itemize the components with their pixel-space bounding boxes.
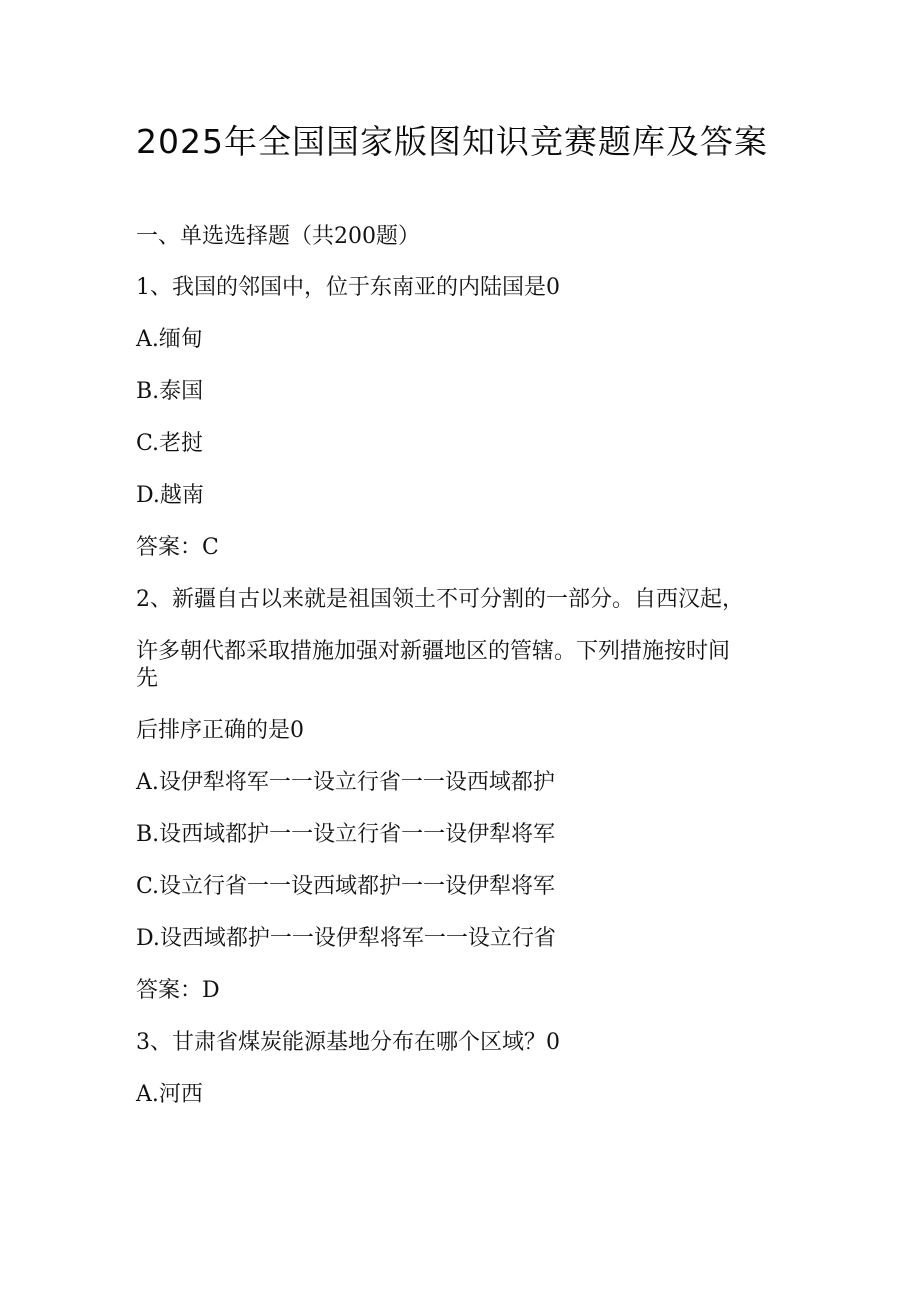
question-2-answer: 答案：D <box>136 978 220 1003</box>
question-1-stem: 1、我国的邻国中，位于东南亚的内陆国是0 <box>136 275 560 300</box>
question-2-option-b: B.设西域都护一一设立行省一一设伊犁将军 <box>136 822 556 847</box>
question-2-stem-line-4: 后排序正确的是0 <box>136 718 304 743</box>
document-title: 2025年全国国家版图知识竞赛题库及答案 <box>136 122 768 161</box>
question-2-option-d: D.设西域都护一一设伊犁将军一一设立行省 <box>136 926 556 951</box>
question-1-option-c: C.老挝 <box>136 431 204 456</box>
question-1-option-a: A.缅甸 <box>136 327 203 352</box>
question-1-answer: 答案：C <box>136 535 219 560</box>
question-1-option-d: D.越南 <box>136 483 204 508</box>
question-2-stem-line-2: 许多朝代都采取措施加强对新疆地区的管辖。下列措施按时间 <box>136 639 731 664</box>
question-1-option-b: B.泰国 <box>136 379 204 404</box>
question-3-stem: 3、甘肃省煤炭能源基地分布在哪个区域？0 <box>136 1030 560 1055</box>
question-2-option-c: C.设立行省一一设西域都护一一设伊犁将军 <box>136 874 556 899</box>
question-2-stem-line-1: 2、新疆自古以来就是祖国领土不可分割的一部分。自西汉起， <box>136 587 744 612</box>
section-heading: 一、单选选择题（共200题） <box>136 224 420 249</box>
question-2-stem-line-3: 先 <box>136 666 159 691</box>
question-3-option-a: A.河西 <box>136 1082 203 1107</box>
question-2-option-a: A.设伊犁将军一一设立行省一一设西域都护 <box>136 770 555 795</box>
